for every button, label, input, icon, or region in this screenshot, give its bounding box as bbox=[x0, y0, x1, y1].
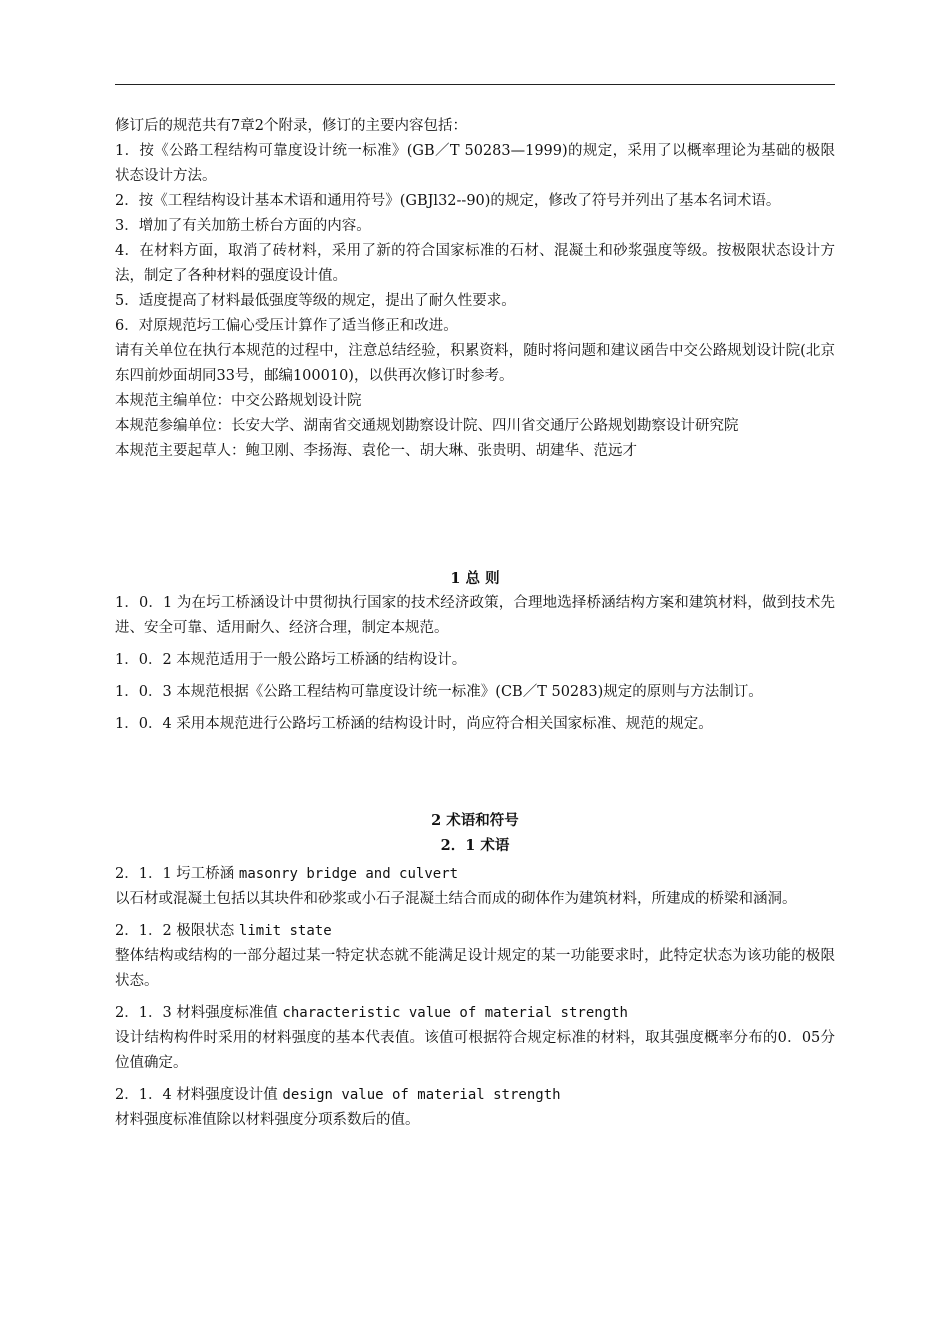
document-body bbox=[115, 114, 835, 1133]
chief-editor: 本规范主编单位：中交公路规划设计院 bbox=[115, 393, 362, 409]
term-english: characteristic value of material strength bbox=[282, 1005, 628, 1021]
clause: 1．0．4 采用本规范进行公路圬工桥涵的结构设计时，尚应符合相关国家标准、规范的规定。 bbox=[115, 716, 713, 732]
term-number: 2．1．4 bbox=[115, 1087, 172, 1103]
term-definition: 材料强度标准值除以材料强度分项系数后的值。 bbox=[115, 1112, 420, 1128]
header-rule bbox=[115, 84, 835, 85]
term-definition: 以石材或混凝土包括以其块件和砂浆或小石子混凝土结合而成的砌体作为建筑材料，所建成的桥梁和涵洞。 bbox=[115, 891, 797, 907]
term-name: 材料强度标准值 bbox=[176, 1005, 278, 1021]
chapter-2-title: 2 术语和符号 bbox=[431, 812, 519, 829]
clause: 1．0．2 本规范适用于一般公路圬工桥涵的结构设计。 bbox=[115, 652, 467, 668]
chapter-1-title: 1 总 则 bbox=[450, 570, 500, 587]
clause: 1．0．1 为在圬工桥涵设计中贯彻执行国家的技术经济政策，合理地选择桥涵结构方案和建筑材料，做到技术先进、安全可靠、适用耐久、经济合理，制定本规范。 bbox=[115, 595, 835, 636]
term-english: limit state bbox=[238, 923, 332, 939]
term-heading bbox=[115, 919, 835, 944]
preface-item: 2．按《工程结构设计基本术语和通用符号》(GBJl32--90)的规定，修改了符号并列出了基本名词术语。 bbox=[115, 193, 781, 209]
term-heading bbox=[115, 1001, 835, 1026]
term-english: masonry bridge and culvert bbox=[238, 866, 459, 882]
term-definition: 整体结构或结构的一部分超过某一特定状态就不能满足设计规定的某一功能要求时，此特定状态为该功能的极限状态。 bbox=[115, 948, 835, 989]
preface-item: 4．在材料方面，取消了砖材料，采用了新的符合国家标准的石材、混凝土和砂浆强度等级。按极限状态设计方法，制定了各种材料的强度设计值。 bbox=[115, 243, 835, 284]
spacer bbox=[115, 464, 835, 566]
drafters: 本规范主要起草人：鲍卫刚、李扬海、袁伦一、胡大琳、张贵明、胡建华、范远才 bbox=[115, 443, 637, 459]
term-name: 材料强度设计值 bbox=[176, 1087, 278, 1103]
spacer bbox=[115, 744, 835, 808]
section-2-1-title: 2．1 术语 bbox=[440, 837, 510, 854]
preface-item: 1．按《公路工程结构可靠度设计统一标准》(GB／T 50283—1999)的规定，采用了以概率理论为基础的极限状态设计方法。 bbox=[115, 143, 835, 184]
term-name: 极限状态 bbox=[176, 923, 235, 939]
preface-request: 请有关单位在执行本规范的过程中，注意总结经验，积累资料，随时将问题和建议函告中交公路规划设计院(北京东四前炒面胡同33号，邮编100010)，以供再次修订时参考。 bbox=[115, 343, 835, 384]
term-number: 2．1．1 bbox=[115, 866, 172, 882]
preface-item: 6．对原规范圬工偏心受压计算作了适当修正和改进。 bbox=[115, 318, 458, 334]
term-english: design value of material strength bbox=[282, 1087, 561, 1103]
participating-units: 本规范参编单位：长安大学、湖南省交通规划勘察设计院、四川省交通厅公路规划勘察设计研究院 bbox=[115, 418, 739, 434]
term-heading bbox=[115, 1083, 835, 1108]
term-number: 2．1．3 bbox=[115, 1005, 172, 1021]
preface-intro: 修订后的规范共有7章2个附录，修订的主要内容包括： bbox=[115, 118, 467, 134]
term-definition: 设计结构构件时采用的材料强度的基本代表值。该值可根据符合规定标准的材料，取其强度概率分布的0．05分位值确定。 bbox=[115, 1030, 835, 1071]
preface-item: 3．增加了有关加筋土桥台方面的内容。 bbox=[115, 218, 371, 234]
preface-item: 5．适度提高了材料最低强度等级的规定，提出了耐久性要求。 bbox=[115, 293, 516, 309]
term-heading bbox=[115, 862, 835, 887]
clause: 1．0．3 本规范根据《公路工程结构可靠度设计统一标准》(CB／T 50283)规定的原则与方法制订。 bbox=[115, 684, 763, 700]
term-number: 2．1．2 bbox=[115, 923, 172, 939]
term-name: 圬工桥涵 bbox=[176, 866, 235, 882]
